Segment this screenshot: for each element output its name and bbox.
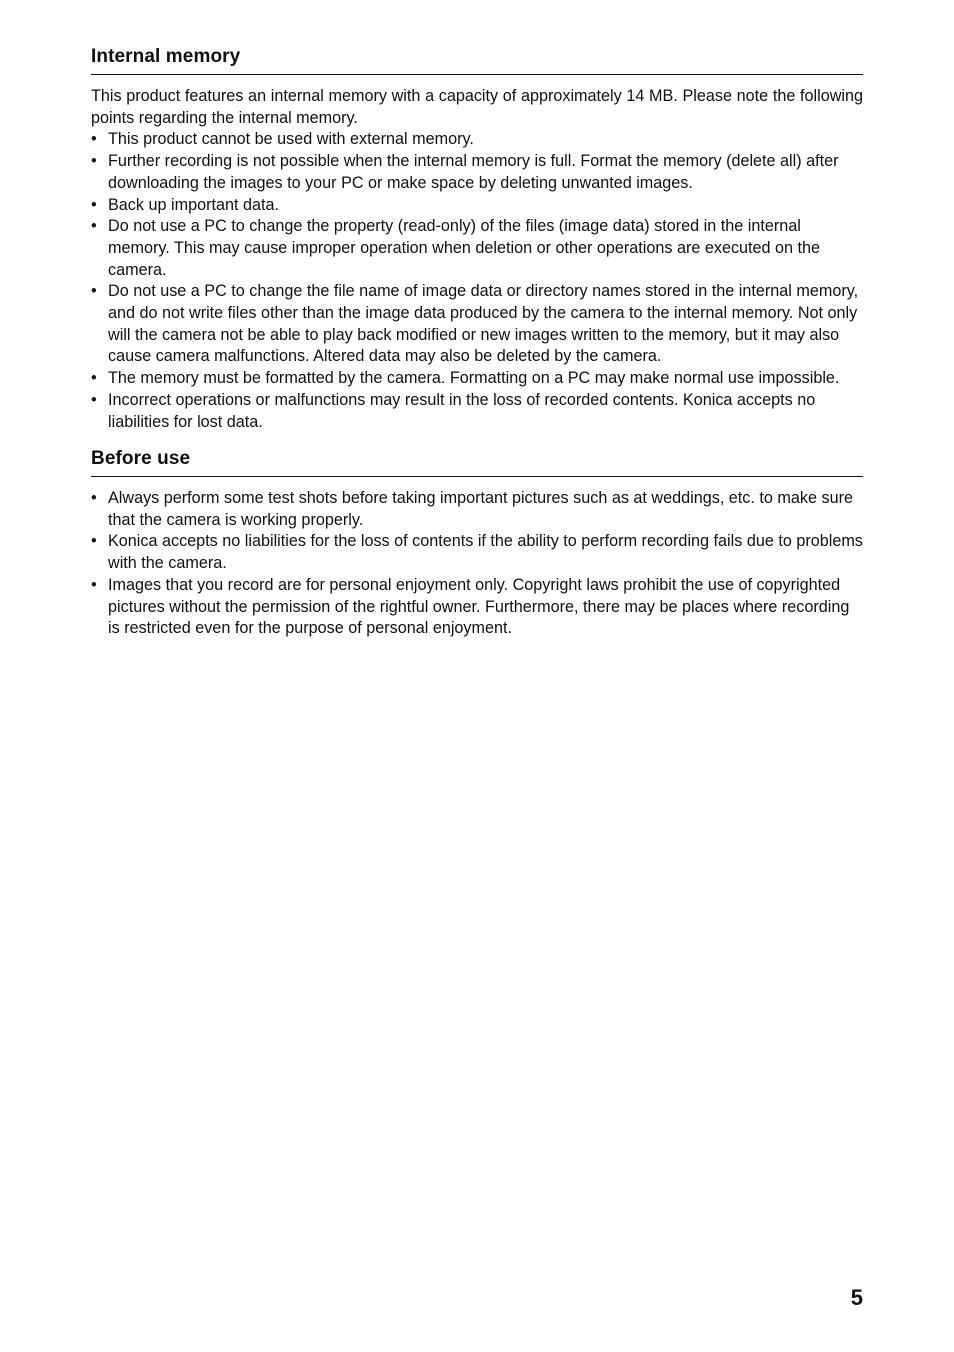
bullet-icon: • — [91, 195, 97, 214]
list-item-text: Do not use a PC to change the property (read-only) of the files (image data) stored in the internal memory. This may cause improper operation when deletion or other operations are executed on the camera. — [108, 217, 821, 279]
list-item-text: This product cannot be used with external memory. — [108, 130, 474, 149]
list-item — [91, 129, 863, 151]
bullet-icon: • — [91, 217, 97, 236]
internal-memory-section — [91, 46, 863, 433]
list-item — [91, 195, 863, 217]
bullet-icon: • — [91, 282, 97, 301]
list-item — [91, 390, 863, 433]
list-item-text: Images that you record are for personal enjoyment only. Copyright laws prohibit the use of copyrighted pictures without the permission of the rightful owner. Furthermore, there may be places where recording is restricted even for the purpose of personal enjoyment. — [108, 575, 850, 638]
page-number: 5 — [850, 1285, 863, 1310]
bullet-icon: • — [91, 369, 97, 388]
list-item-text: Further recording is not possible when the internal memory is full. Format the memory (delete all) after downloading the images to your PC or make space by deleting unwanted images. — [108, 152, 839, 192]
list-item-text: Incorrect operations or malfunctions may result in the loss of recorded contents. Konica accepts no liabilities for lost data. — [108, 390, 816, 431]
list-item — [91, 216, 863, 281]
internal-memory-list — [91, 129, 863, 433]
bullet-icon: • — [91, 489, 97, 507]
list-item — [91, 531, 863, 574]
bullet-icon: • — [91, 532, 97, 551]
before-use-section — [91, 448, 863, 640]
list-item-text: Konica accepts no liabilities for the loss of contents if the ability to perform recording fails due to problems with the camera. — [108, 532, 863, 573]
internal-memory-intro: This product features an internal memory with a capacity of approximately 14 MB. Please note the following points regarding the internal memory. — [91, 87, 863, 127]
list-item-text: Do not use a PC to change the file name of image data or directory names stored in the internal memory, and do not write files other than the image data produced by the camera to the internal memory. Not only will the camera not be able to play back modified or new images written to the memory, but it may also cause camera malfunctions. Altered data may also be deleted by the camera. — [108, 282, 859, 366]
list-item — [91, 575, 863, 640]
section-heading-before-use: Before use — [91, 448, 863, 477]
bullet-icon: • — [91, 390, 97, 409]
list-item-text: The memory must be formatted by the camera. Formatting on a PC may make normal use impossible. — [108, 369, 840, 388]
list-item-text: Always perform some test shots before taking important pictures such as at weddings, etc. to make sure that the camera is working properly. — [108, 489, 853, 529]
bullet-icon: • — [91, 575, 97, 594]
section-heading-internal-memory: Internal memory — [91, 46, 863, 75]
list-item — [91, 368, 863, 390]
list-item — [91, 488, 863, 531]
list-item-text: Back up important data. — [108, 195, 279, 214]
list-item — [91, 281, 863, 368]
list-item — [91, 151, 863, 194]
bullet-icon: • — [91, 152, 97, 171]
bullet-icon: • — [91, 130, 97, 149]
before-use-list — [91, 488, 863, 640]
